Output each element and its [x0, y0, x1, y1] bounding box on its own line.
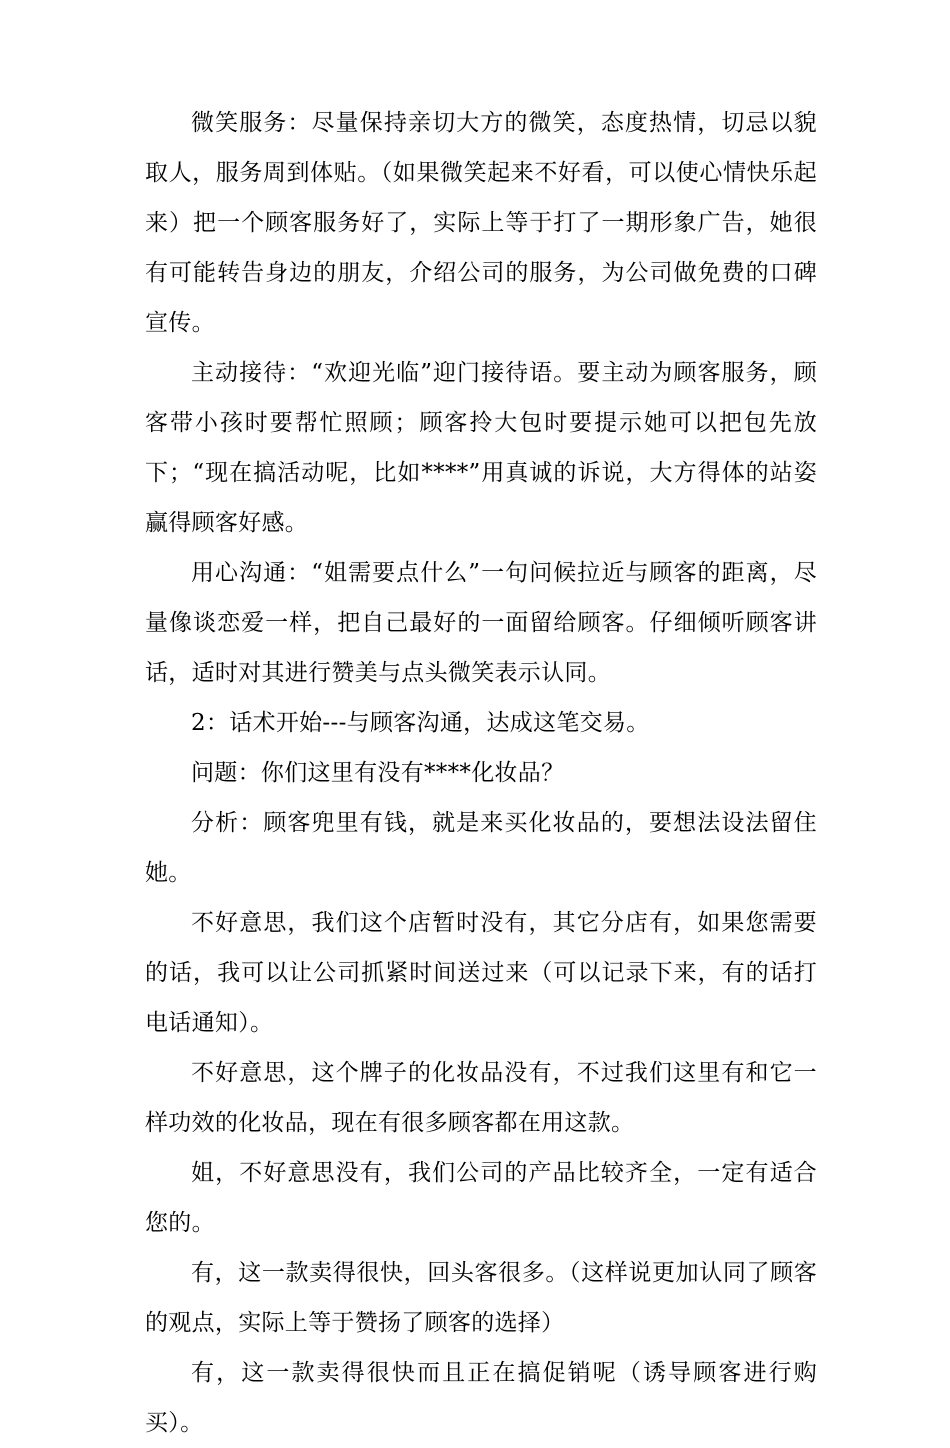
- paragraph-active-reception: 主动接待：“欢迎光临”迎门接待语。要主动为顾客服务，顾客带小孩时要帮忙照顾；顾客拎大包时要提示她可以把包先放下；“现在搞活动呢，比如****”用真诚的诉说，大方得体的站姿赢得顾客好感。: [145, 360, 817, 536]
- paragraph-question: 问题：你们这里有没有****化妆品？: [191, 760, 565, 786]
- paragraph-answer-1: 不好意思，我们这个店暂时没有，其它分店有，如果您需要的话，我可以让公司抓紧时间送过来（可以记录下来，有的话打电话通知）。: [145, 910, 817, 1036]
- paragraph-answer-3: 姐，不好意思没有，我们公司的产品比较齐全，一定有适合您的。: [145, 1160, 817, 1236]
- paragraph-attentive-communication: 用心沟通：“姐需要点什么”一句问候拉近与顾客的距离，尽量像谈恋爱一样，把自己最好的一面留给顾客。仔细倾听顾客讲话，适时对其进行赞美与点头微笑表示认同。: [145, 560, 817, 686]
- paragraph-answer-4: 有，这一款卖得很快，回头客很多。（这样说更加认同了顾客的观点，实际上等于赞扬了顾客的选择）: [145, 1260, 817, 1336]
- section-heading-script-start: 2：话术开始---与顾客沟通，达成这笔交易。: [191, 710, 650, 736]
- paragraph-answer-5: 有，这一款卖得很快而且正在搞促销呢（诱导顾客进行购买）。: [145, 1360, 817, 1436]
- paragraph-answer-2: 不好意思，这个牌子的化妆品没有，不过我们这里有和它一样功效的化妆品，现在有很多顾客都在用这款。: [145, 1060, 817, 1136]
- document-page: [145, 98, 817, 1448]
- paragraph-smile-service: 微笑服务：尽量保持亲切大方的微笑，态度热情，切忌以貌取人，服务周到体贴。（如果微笑起来不好看，可以使心情快乐起来）把一个顾客服务好了，实际上等于打了一期形象广告，她很有可能转告身边的朋友，介绍公司的服务，为公司做免费的口碑宣传。: [145, 110, 817, 336]
- paragraph-analysis: 分析：顾客兜里有钱，就是来买化妆品的，要想法设法留住她。: [145, 810, 817, 886]
